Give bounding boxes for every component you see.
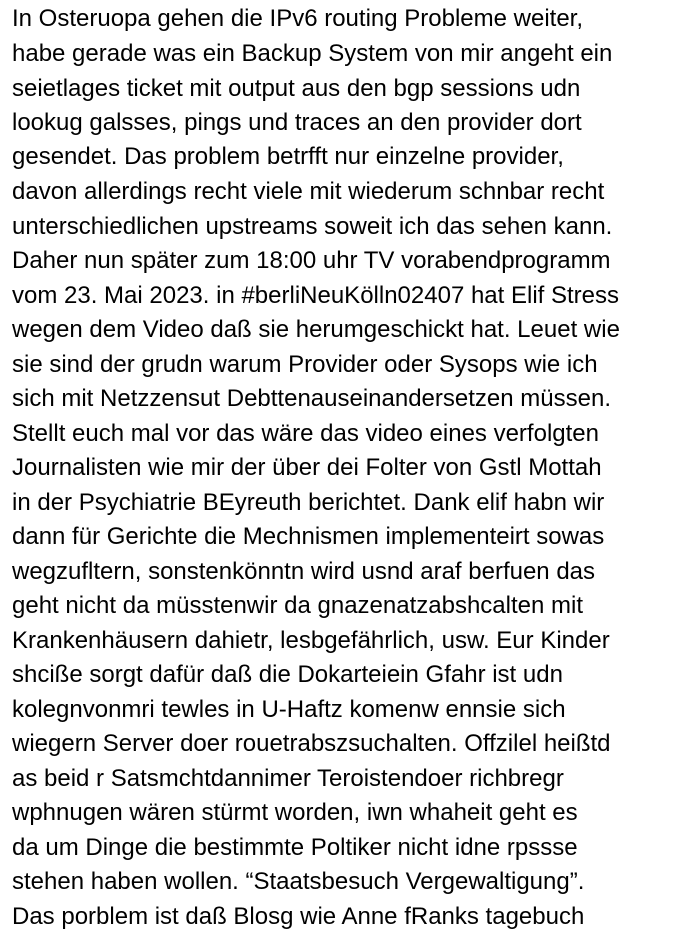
text-line: gesendet. Das problem betrfft nur einzelne provider,	[12, 143, 564, 170]
text-line: Stellt euch mal vor das wäre das video eines verfolgten	[12, 420, 599, 447]
text-line: kolegnvonmri tewles in U-Haftz komenw ennsie sich	[12, 696, 566, 723]
text-line: sich mit Netzzensut Debttenauseinandersetzen müssen.	[12, 385, 611, 412]
text-line: wegzufltern, sonstenkönntn wird usnd araf berfuen das	[12, 558, 596, 585]
text-line: geht nicht da müsstenwir da gnazenatzabshcalten mit	[12, 592, 583, 619]
text-line: Daher nun später zum 18:00 uhr TV vorabendprogramm	[12, 247, 611, 274]
text-line: unterschiedlichen upstreams soweit ich das sehen kann.	[12, 213, 613, 240]
text-line: da um Dinge die bestimmte Poltiker nicht idne rpssse	[12, 834, 578, 861]
text-line: as beid r Satsmchtdannimer Teroistendoer richbregr	[12, 765, 564, 792]
text-line: lookug galsses, pings und traces an den provider dort	[12, 109, 582, 136]
text-line: vom 23. Mai 2023. in #berliNeuKölln02407 hat Elif Stress	[12, 282, 620, 309]
text-line: Das porblem ist daß Blosg wie Anne fRanks tagebuch	[12, 903, 585, 930]
text-line: wiegern Server doer rouetrabszsuchalten. Offzilel heißtd	[12, 730, 611, 757]
text-line: In Osteruopa gehen die IPv6 routing Probleme weiter,	[12, 5, 584, 32]
text-line: davon allerdings recht viele mit wiederum schnbar recht	[12, 178, 605, 205]
text-line: wphnugen wären stürmt worden, iwn whaheit geht es	[12, 799, 578, 826]
text-line: dann für Gerichte die Mechnismen implementeirt sowas	[12, 523, 605, 550]
text-line: in der Psychiatrie BEyreuth berichtet. Dank elif habn wir	[12, 489, 605, 516]
text-line: Journalisten wie mir der über dei Folter von Gstl Mottah	[12, 454, 602, 481]
text-line: shcißе sorgt dafür daß die Dokarteiein Gfahr ist udn	[12, 661, 563, 688]
text-line: Krankenhäusern dahietr, lesbgefährlich, usw. Eur Kinder	[12, 627, 610, 654]
text-line: habe gerade was ein Backup System von mir angeht ein	[12, 40, 613, 67]
text-line: sie sind der grudn warum Provider oder Sysops wie ich	[12, 351, 598, 378]
text-line: stehen haben wollen. “Staatsbesuch Vergewaltigung”.	[12, 868, 585, 895]
document-page	[12, 0, 684, 940]
text-line: wegen dem Video daß sie herumgeschickt hat. Leuet wie	[12, 316, 620, 343]
text-line: seietlages ticket mit output aus den bgp sessions udn	[12, 75, 581, 102]
